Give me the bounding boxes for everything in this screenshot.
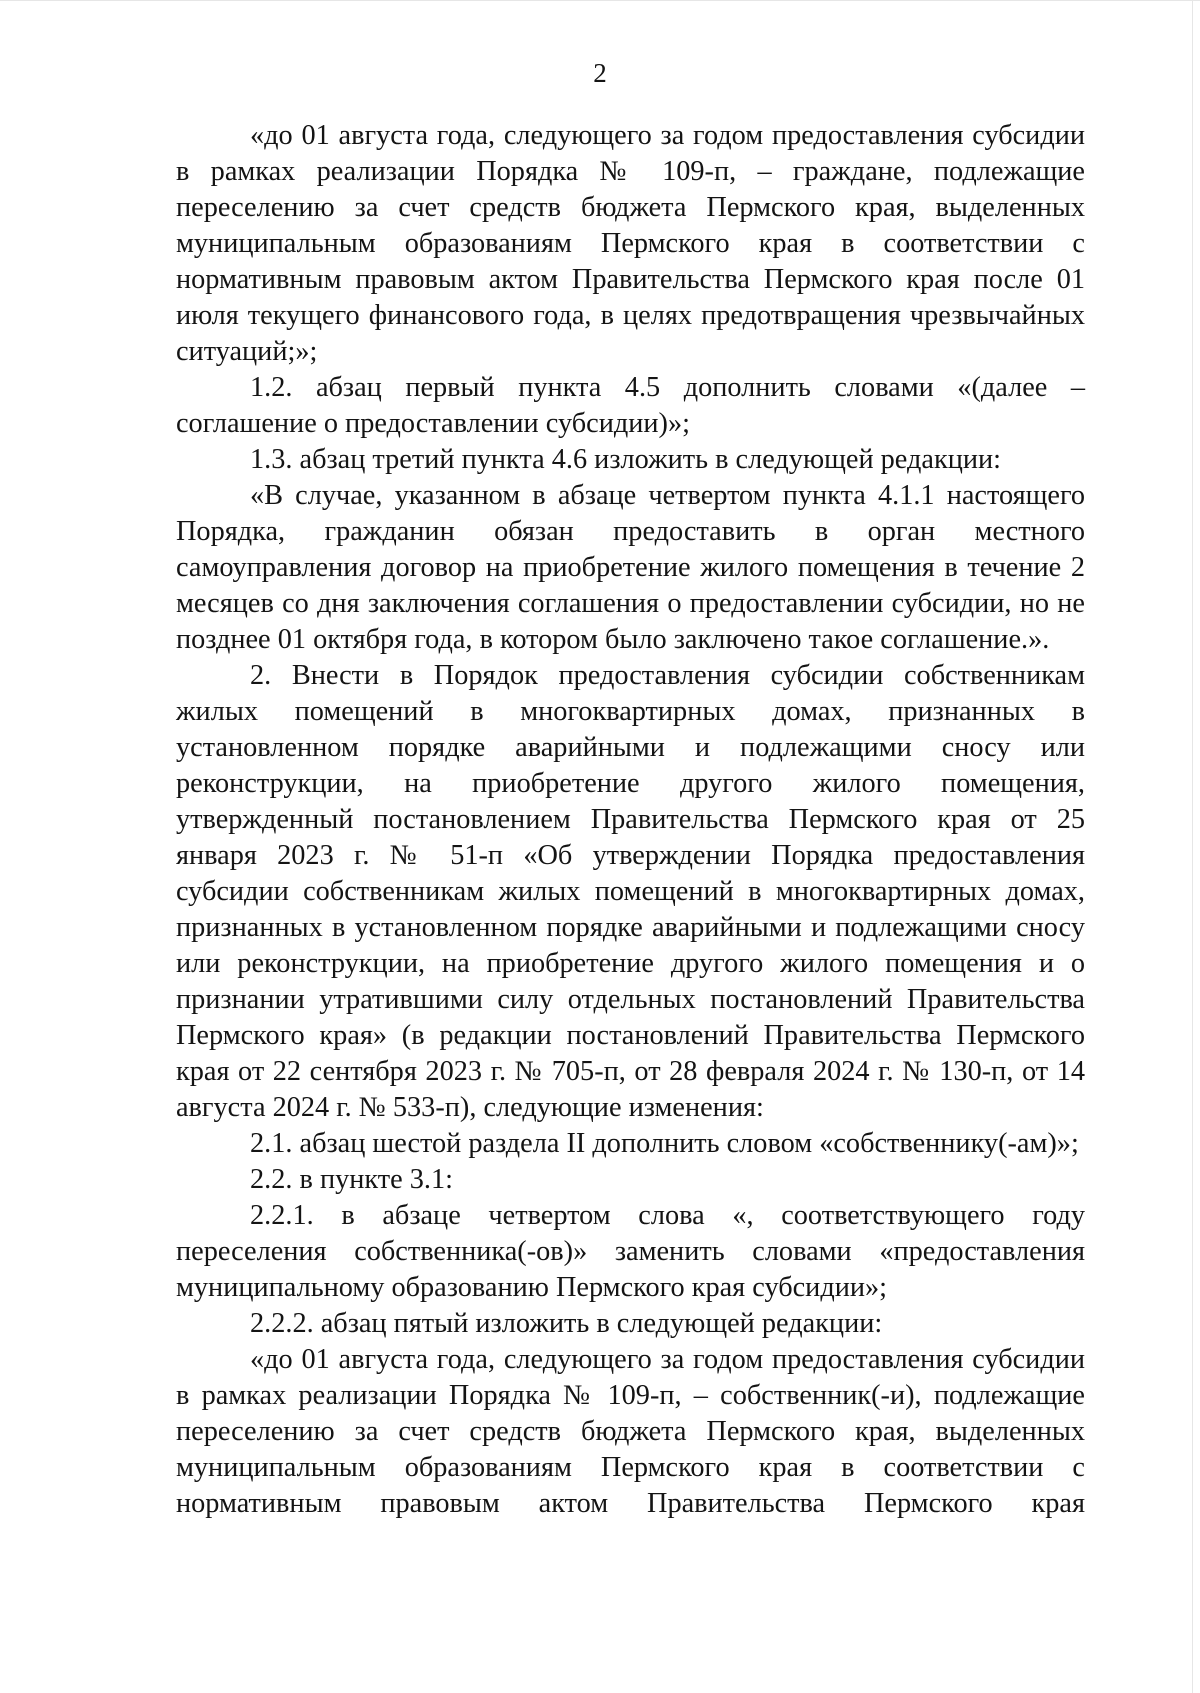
paragraph: 2.1. абзац шестой раздела II дополнить словом «собственнику(-ам)»; [250,1128,1079,1159]
paragraph: «В случае, указанном в абзаце четвертом пункта 4.1.1 настоящего Порядка, гражданин обязан предоставить в орган местного самоуправления договор на приобретение жилого помещения в течение 2 месяцев со дня заключения соглашения о предоставлении субсидии, но не позднее 01 октября года, в котором было заключено такое соглашение.». [176,480,1085,655]
document-body [176,118,1085,1522]
paragraph: «до 01 августа года, следующего за годом предоставления субсидии в рамках реализации Порядка № 109-п, – граждане, подлежащие переселению за счет средств бюджета Пермского края, выделенных муниципальным образованиям Пермского края в соответствии с нормативным правовым актом Правительства Пермского края после 01 июля текущего финансового года, в целях предотвращения чрезвычайных ситуаций;»; [176,120,1085,367]
page-number: 2 [593,58,607,88]
paragraph: «до 01 августа года, следующего за годом предоставления субсидии в рамках реализации Порядка № 109-п, – собственник(-и), подлежащие переселению за счет средств бюджета Пермского края, выделенных муниципальным образованиям Пермского края в соответствии с нормативным правовым актом Правительства Пермского края [176,1344,1085,1519]
paragraph: 2.2.1. в абзаце четвертом слова «, соответствующего году переселения собственника(-ов)» заменить словами «предоставления муниципальному образованию Пермского края субсидии»; [176,1200,1085,1303]
paragraph: 1.2. абзац первый пункта 4.5 дополнить словами «(далее – соглашение о предоставлении субсидии)»; [176,372,1085,439]
paragraph: 1.3. абзац третий пункта 4.6 изложить в следующей редакции: [250,444,1001,475]
paragraph: 2.2.2. абзац пятый изложить в следующей редакции: [250,1308,883,1339]
scan-edge-line [1192,0,1193,1693]
paragraph: 2.2. в пункте 3.1: [250,1164,453,1195]
scan-edge-line [0,0,1200,1]
paragraph: 2. Внести в Порядок предоставления субсидии собственникам жилых помещений в многоквартирных домах, признанных в установленном порядке аварийными и подлежащими сносу или реконструкции, на приобретение другого жилого помещения, утвержденный постановлением Правительства Пермского края от 25 января 2023 г. № 51-п «Об утверждении Порядка предоставления субсидии собственникам жилых помещений в многоквартирных домах, признанных в установленном порядке аварийными и подлежащими сносу или реконструкции, на приобретение другого жилого помещения и о признании утратившими силу отдельных постановлений Правительства Пермского края» (в редакции постановлений Правительства Пермского края от 22 сентября 2023 г. № 705-п, от 28 февраля 2024 г. № 130-п, от 14 августа 2024 г. № 533-п), следующие изменения: [176,660,1085,1123]
